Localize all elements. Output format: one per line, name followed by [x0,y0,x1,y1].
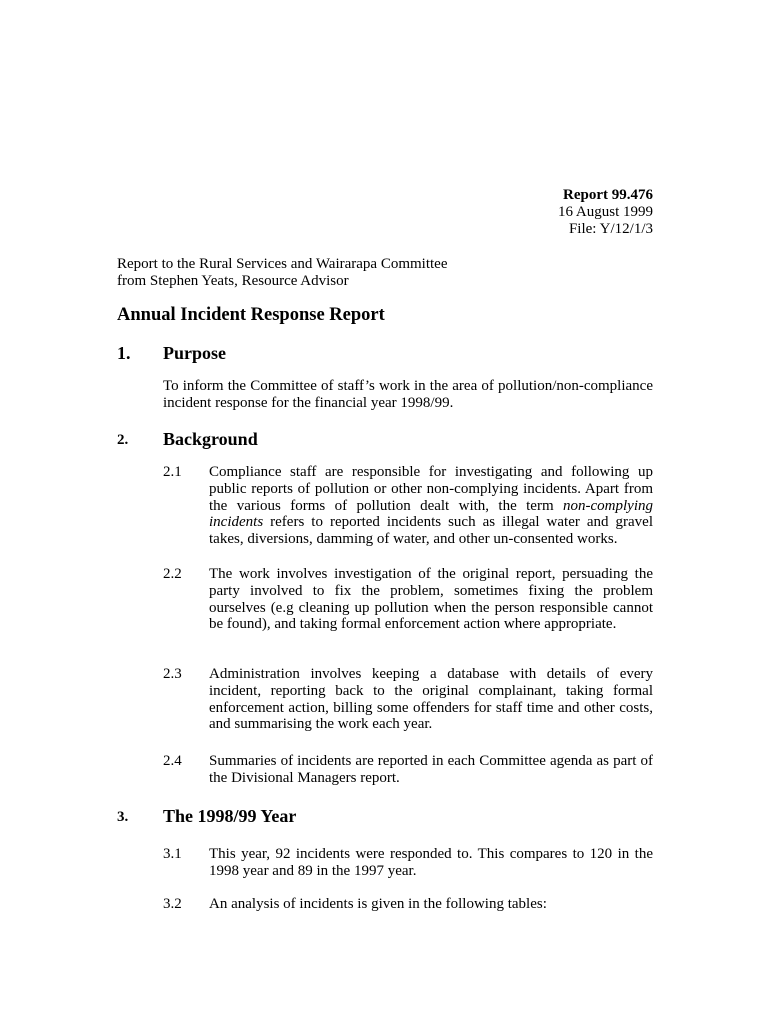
item-2-2-number: 2.2 [163,566,182,582]
report-header [558,187,653,238]
document-title: Annual Incident Response Report [117,305,385,325]
file-reference: File: Y/12/1/3 [568,221,653,237]
item-2-1-italic-term: non-complying incidents [209,497,653,531]
item-2-4-text: Summaries of incidents are reported in each Committee agenda as part of the Divisional Managers report. [209,753,653,786]
section-1-number: 1. [117,343,131,363]
report-date: 16 August 1999 [557,204,653,220]
item-3-1-number: 3.1 [163,846,182,862]
item-2-3-number: 2.3 [163,666,182,682]
report-author: from Stephen Yeats, Resource Advisor [117,272,349,289]
item-3-2-text: An analysis of incidents is given in the following tables: [209,896,547,912]
item-3-1-text: This year, 92 incidents were responded to. This compares to 120 in the 1998 year and 89 in the 1997 year. [209,846,653,879]
section-3-title: The 1998/99 Year [163,806,297,826]
report-meta [117,256,448,289]
report-number: Report 99.476 [563,187,653,203]
item-3-2-number: 3.2 [163,896,182,912]
report-recipient: Report to the Rural Services and Wairarapa Committee [117,256,448,272]
item-2-4-number: 2.4 [163,753,182,769]
item-2-1-text: Compliance staff are responsible for investigating and following up public reports of pollution or other non-complying incidents. Apart from the various forms of pollution dealt with, the term non-complying incidents refers to reported incidents such as illegal water and gravel takes, diversions, damming of water, and other un-consented works. [209,464,653,548]
section-2-title: Background [163,429,258,449]
section-1-title: Purpose [163,343,226,363]
section-2-number: 2. [117,432,129,448]
item-2-3-text: Administration involves keeping a database with details of every incident, reporting back to the original complainant, taking formal enforcement action, billing some offenders for staff time and other costs, and summarising the work each year. [209,666,653,733]
item-2-1-number: 2.1 [163,464,182,480]
section-1-text: To inform the Committee of staff’s work in the area of pollution/non-compliance incident response for the financial year 1998/99. [163,378,653,411]
section-3-number: 3. [117,809,129,825]
item-2-2-text: The work involves investigation of the original report, persuading the party involved to fix the problem, sometimes fixing the problem ourselves (e.g cleaning up pollution when the person responsible cannot be found), and taking formal enforcement action where appropriate. [209,566,653,633]
